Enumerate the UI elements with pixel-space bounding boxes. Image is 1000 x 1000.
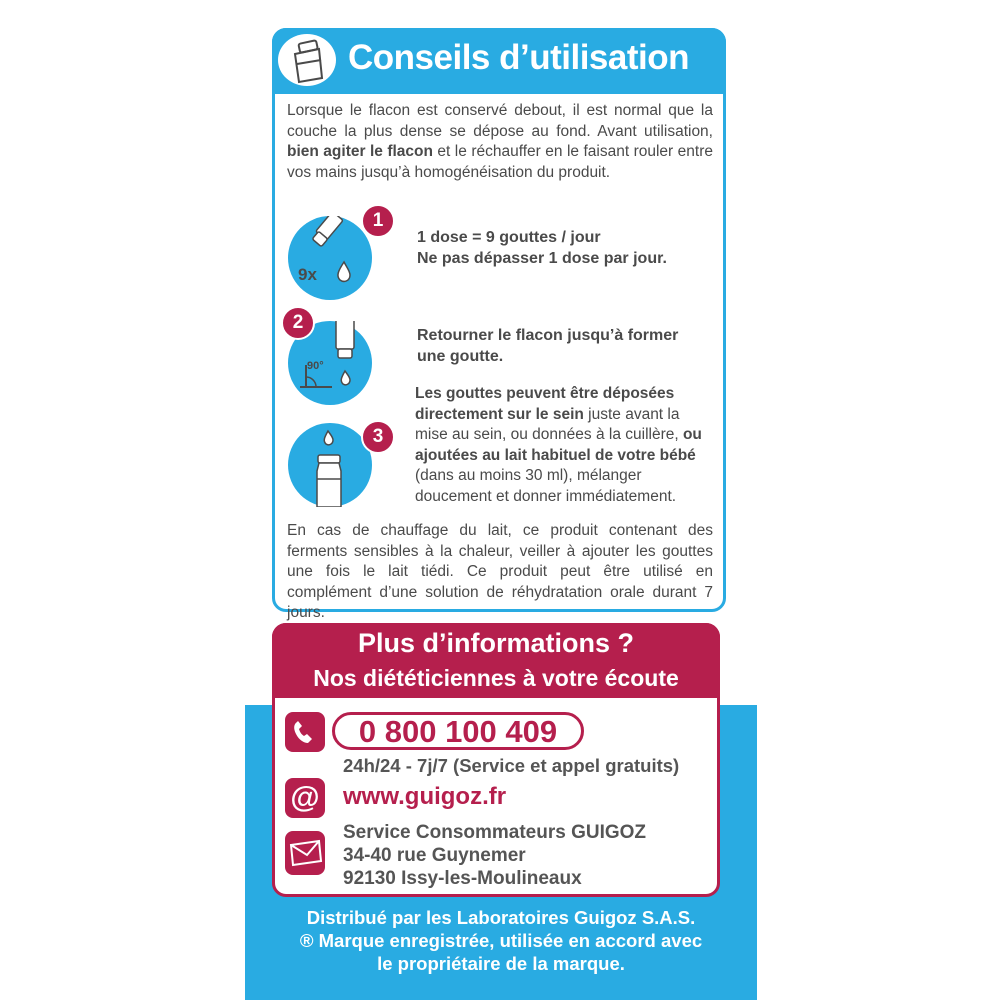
step-1-badge: 1 — [361, 204, 395, 238]
step-3-bold-2: ou ajoutées au lait habituel de votre bébé — [415, 426, 702, 464]
footer-line-3: le propriétaire de la marque. — [377, 953, 625, 974]
usage-advice-header — [272, 28, 726, 94]
information-header — [272, 623, 720, 698]
phone-icon — [285, 712, 325, 752]
step-3-bold-1: Les gouttes peuvent être déposées directement sur le sein — [415, 385, 675, 423]
step-3-text-2: (dans au moins 30 ml), mélanger doucement et donner immédiatement. — [415, 467, 677, 505]
step-3-text-1: juste avant la mise au sein, ou données à la cuillère, — [415, 405, 683, 443]
address-line-2: 34-40 rue Guynemer — [343, 845, 526, 866]
outro-paragraph: En cas de chauffage du lait, ce produit contenant des ferments sensibles à la chaleur, veiller à ajouter les gouttes une fois le lait tiédi. Ce produit peut être utilisé en complément d’une solution de réhydratation orale durant 7 jours. — [287, 522, 713, 621]
service-hours: 24h/24 - 7j/7 (Service et appel gratuits) — [343, 755, 680, 776]
step-2-line-2: une goutte. — [417, 348, 504, 365]
step-3-text — [415, 384, 711, 507]
nine-times-label: 9x — [298, 265, 317, 284]
at-icon: @ — [285, 778, 325, 818]
footer-line-2: ® Marque enregistrée, utilisée en accord avec — [299, 930, 703, 951]
information-subtitle: Nos diététiciennes à votre écoute — [313, 665, 679, 691]
step-2-text — [417, 325, 713, 367]
footer-line-1: Distribué par les Laboratoires Guigoz S.A.S. — [306, 907, 696, 928]
intro-bold-text: bien agiter le flacon — [287, 143, 433, 160]
ninety-degrees-label: 90° — [307, 360, 324, 372]
step-1-line-2: Ne pas dépasser 1 dose par jour. — [417, 250, 667, 267]
intro-text: Lorsque le flacon est conservé debout, il est normal que la couche la plus dense se dépose au fond. Avant utilisation, — [287, 102, 713, 140]
usage-advice-panel — [272, 28, 726, 621]
spoon-bottle-icon — [288, 423, 372, 507]
drops-icon — [288, 216, 372, 300]
address-line-3: 92130 Issy-les-Moulineaux — [343, 868, 582, 889]
intro-text-end: et le réchauffer en le faisant rouler entre vos mains jusqu’à homogénéisation du produit. — [287, 143, 713, 181]
usage-advice-title: Conseils d’utilisation — [348, 38, 689, 77]
information-panel — [272, 623, 720, 897]
step-1-text — [417, 227, 713, 269]
envelope-icon — [285, 831, 325, 875]
legal-footer — [245, 906, 757, 975]
website-link[interactable]: www.guigoz.fr — [343, 783, 507, 810]
phone-number[interactable]: 0 800 100 409 — [332, 712, 584, 750]
address-line-1: Service Consommateurs GUIGOZ — [343, 822, 647, 843]
step-1-line-1: 1 dose = 9 gouttes / jour — [417, 229, 601, 246]
step-2-badge: 2 — [281, 306, 315, 340]
bottle-icon — [278, 34, 336, 86]
information-title: Plus d’informations ? — [357, 628, 634, 658]
intro-paragraph — [287, 101, 713, 183]
step-3-badge: 3 — [361, 420, 395, 454]
step-2-line-1: Retourner le flacon jusqu’à former — [417, 327, 679, 344]
